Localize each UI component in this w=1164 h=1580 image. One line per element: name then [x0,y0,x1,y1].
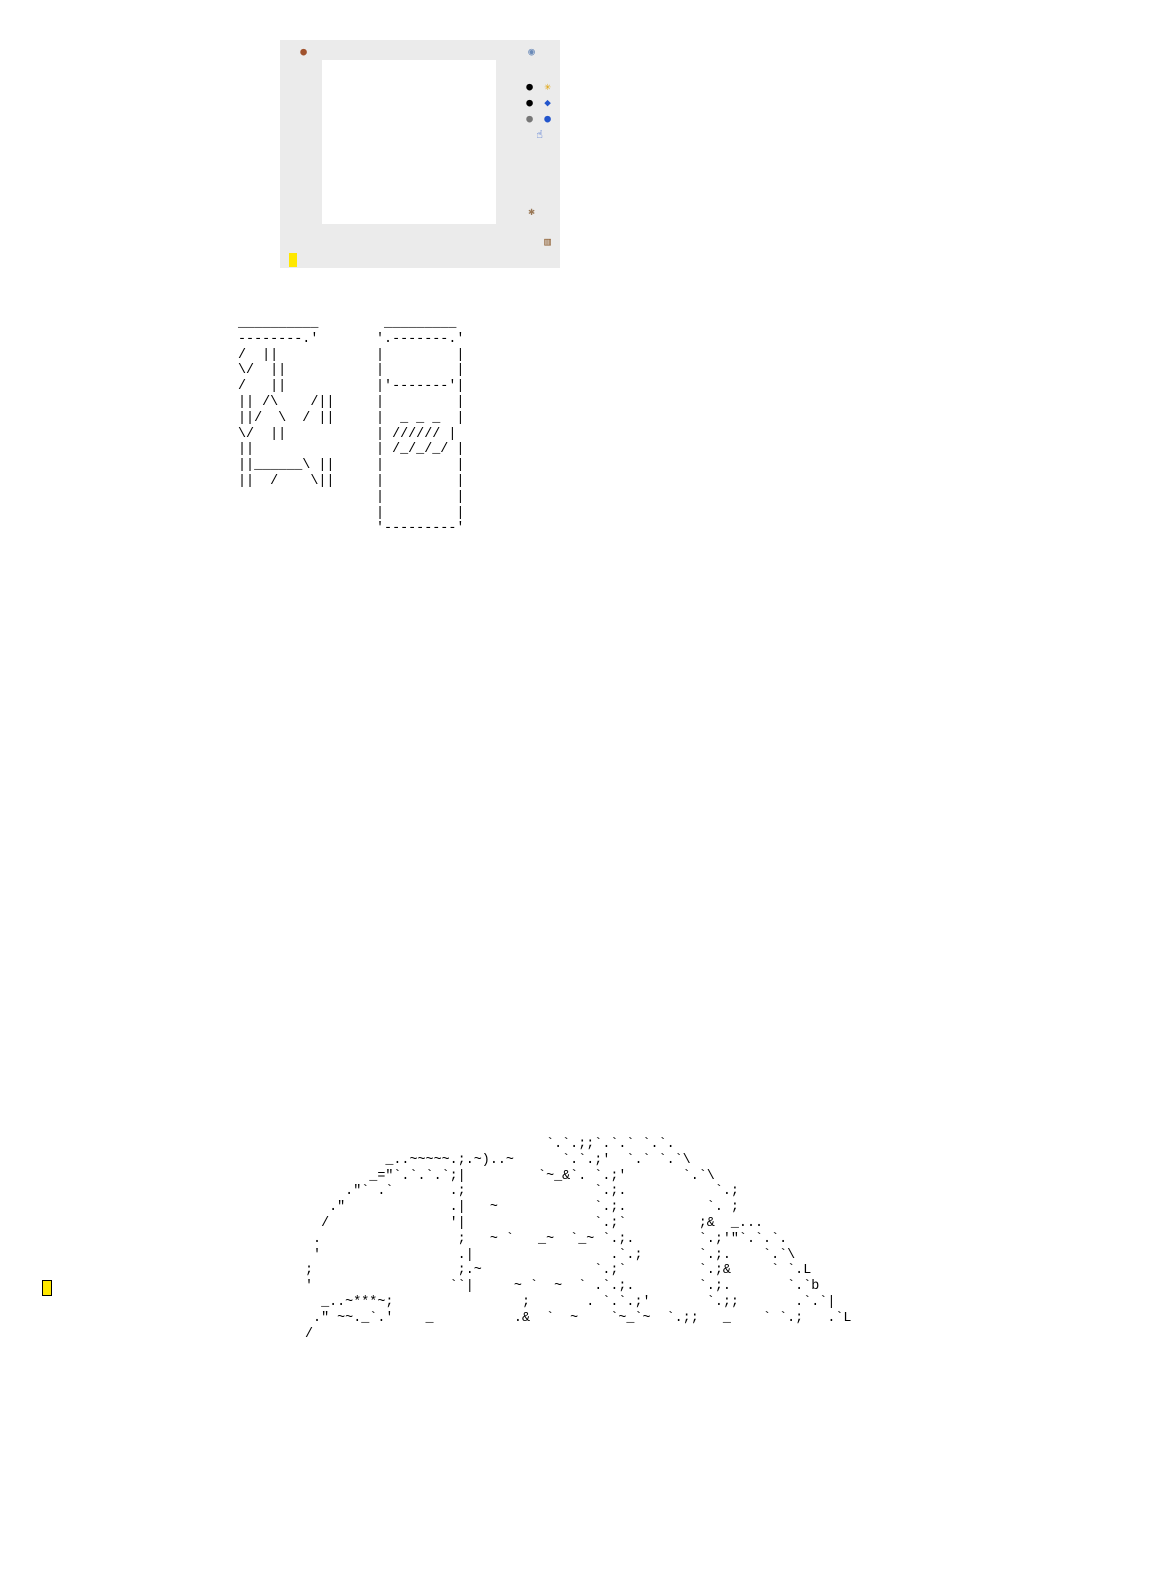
user-icon[interactable]: ● [526,96,533,109]
song-red-block [78,1421,94,1500]
bug-icon: ✱ [528,205,535,218]
ascii-knight-body-drawing: `.`.;;`.`.` `.`. _..~~~~~.;.~)..~ `.`.;' `.` `.`\ _="`.`.`.`;| `~_&`. `.;' `.`\ ."` .` .; `.;. `.; ." .| ~ `.;. `. ; / '| `.;` ;& _... . ; ~ ` _~ `_~ `.;. `.;'"`.`.`. ' .| .`.; `.;. `.`\ ; ;.~ `.;` `.;& ` `.L ' ``| ~ ` ~ ` .`.;. `.;. `.`b _..~***~; ; . `.`.;' `.;; .`.`| ." ~~._`.' _ .& ` ~ `~_`~ `.;; _ ` `.; .`L / [305,1137,852,1342]
snail-icon: ● [300,45,307,58]
phone-features-list [490,410,506,773]
person-icon[interactable]: ● [544,112,551,125]
thumbs-up-icon[interactable]: ☝ [536,128,543,141]
ascii-phone-drawing: _________ '.-------.' | | | | |'-------'| | | | _ _ _ | | ////// | | /_/_/_/ | | | | | | | | | '---------' [376,316,465,537]
text-cursor [289,253,297,267]
user-icon[interactable]: ● [526,112,533,125]
spacer [60,1106,76,1122]
text-cursor-2 [42,1280,52,1296]
diamond-icon[interactable]: ◆ [544,96,551,109]
chat-block-red-1 [25,505,41,837]
square-of-publicity-panel [280,40,560,268]
chat-line [60,963,76,979]
user-icon[interactable]: ● [526,80,533,93]
book-icon: ▥ [544,235,551,248]
ascii-figure-drawing: __________ --------.' / || \/ || / || || /\ /|| ||/ \ / || \/ || || ||______\ || || / \|| [238,316,335,489]
ad-box [322,60,496,224]
globe-icon: ◉ [528,45,535,58]
sun-icon[interactable]: ✳ [544,80,551,93]
